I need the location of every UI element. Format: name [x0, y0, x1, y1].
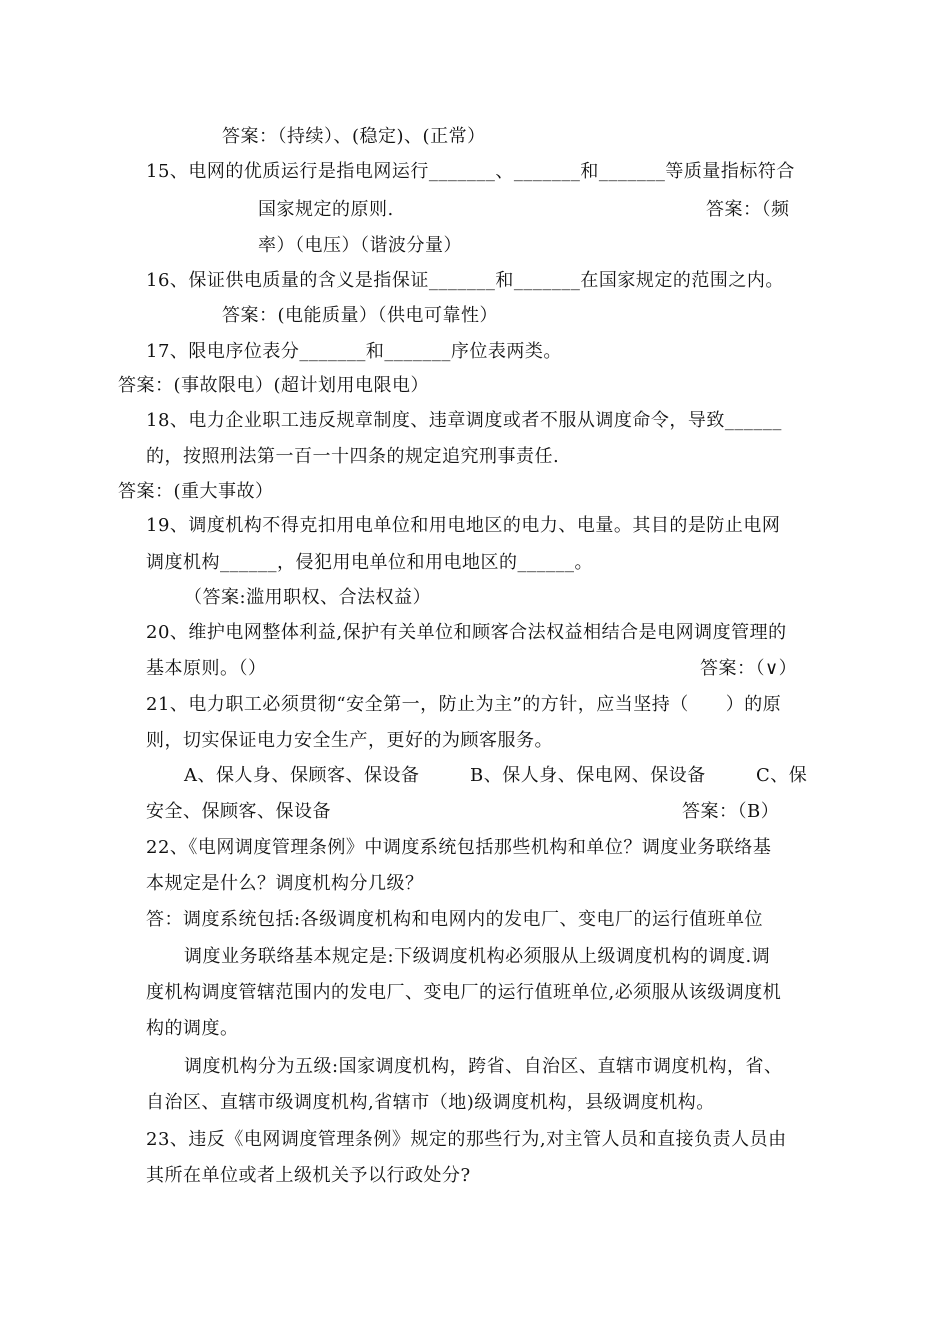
question-15-line-2: 国家规定的原则. — [258, 199, 394, 220]
answer-15-part-1: 答案：（频 — [706, 199, 790, 220]
question-18-line-1: 18、电力企业职工违反规章制度、违章调度或者不服从调度命令，导致______ — [146, 410, 782, 431]
question-21-line-1: 21、电力职工必须贯彻“安全第一，防止为主”的方针，应当坚持（ ）的原 — [146, 694, 782, 715]
question-21-option-a: A、保人身、保顾客、保设备 — [184, 765, 420, 786]
question-19-line-2: 调度机构______，侵犯用电单位和用电地区的______。 — [146, 552, 593, 573]
answer-22-line-1: 答：调度系统包括:各级调度机构和电网内的发电厂、变电厂的运行值班单位 — [146, 909, 764, 930]
question-16: 16、保证供电质量的含义是指保证_______和_______在国家规定的范围之内。 — [146, 270, 784, 291]
answer-21: 答案：（B） — [682, 801, 780, 822]
question-21-line-2: 则，切实保证电力安全生产，更好的为顾客服务。 — [146, 730, 553, 751]
question-17: 17、限电序位表分_______和_______序位表两类。 — [146, 341, 562, 362]
question-23-line-2: 其所在单位或者上级机关予以行政处分? — [146, 1165, 471, 1186]
answer-22-line-4: 构的调度。 — [146, 1018, 239, 1039]
answer-16: 答案：(电能质量）（供电可靠性） — [222, 305, 499, 326]
question-21-option-c-part-1: C、保 — [756, 765, 808, 786]
question-21-option-c-part-2: 安全、保顾客、保设备 — [146, 801, 331, 822]
question-22-line-1: 22、《电网调度管理条例》中调度系统包括那些机构和单位？调度业务联络基 — [146, 837, 772, 858]
answer-14: 答案：（持续）、(稳定)、(正常） — [222, 126, 486, 147]
question-15-line-1: 15、电网的优质运行是指电网运行_______、_______和_______等质量指标符合 — [146, 161, 795, 182]
answer-19: （答案:滥用职权、合法权益） — [184, 587, 432, 608]
answer-22-line-2: 调度业务联络基本规定是:下级调度机构必须服从上级调度机构的调度.调 — [184, 946, 771, 967]
question-19-line-1: 19、调度机构不得克扣用电单位和用电地区的电力、电量。其目的是防止电网 — [146, 515, 781, 536]
question-18-line-2: 的，按照刑法第一百一十四条的规定追究刑事责任. — [146, 446, 560, 467]
question-20-line-2: 基本原则。（） — [146, 658, 267, 679]
answer-18: 答案：(重大事故） — [118, 481, 274, 502]
answer-17: 答案：(事故限电）(超计划用电限电） — [118, 375, 430, 396]
question-22-line-2: 本规定是什么？调度机构分几级？ — [146, 873, 424, 894]
answer-22-line-5: 调度机构分为五级:国家调度机构，跨省、自治区、直辖市调度机构，省、 — [184, 1056, 783, 1077]
answer-22-line-3: 度机构调度管辖范围内的发电厂、变电厂的运行值班单位,必须服从该级调度机 — [146, 982, 782, 1003]
answer-20: 答案：（∨） — [700, 658, 798, 679]
answer-15-part-2: 率）（电压）（谐波分量） — [258, 235, 462, 256]
answer-22-line-6: 自治区、直辖市级调度机构,省辖市（地)级调度机构，县级调度机构。 — [146, 1092, 715, 1113]
question-23-line-1: 23、违反《电网调度管理条例》规定的那些行为,对主管人员和直接负责人员由 — [146, 1129, 787, 1150]
question-20-line-1: 20、维护电网整体利益,保护有关单位和顾客合法权益相结合是电网调度管理的 — [146, 622, 787, 643]
question-21-option-b: B、保人身、保电网、保设备 — [470, 765, 706, 786]
